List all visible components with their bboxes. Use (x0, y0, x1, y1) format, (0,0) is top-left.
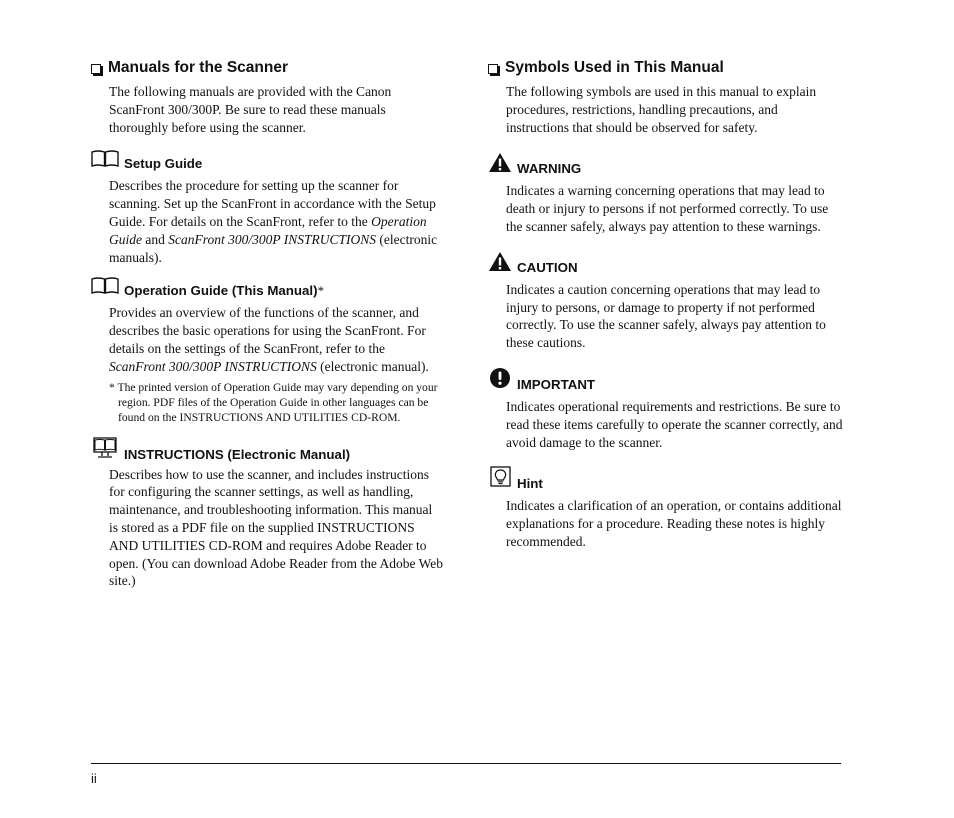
checkbox-bullet-icon (91, 64, 101, 74)
heading-instructions: INSTRUCTIONS (Electronic Manual) (91, 437, 443, 464)
warning-description: Indicates a warning concerning operations that may lead to death or injury to persons if not performed correctly. To use the scanner safely, always pay attention to these warnings. (506, 183, 829, 234)
caution-triangle-icon (488, 251, 512, 277)
caution-description: Indicates a caution concerning operations that may lead to injury to persons, or damage to property if not performed correctly. To use the scanner safely, always pay attention to these cautions. (506, 281, 826, 351)
section-title-manuals: Manuals for the Scanner (91, 58, 443, 78)
manuals-intro: The following manuals are provided with the Canon ScanFront 300/300P. Be sure to read these manuals thoroughly before using the scanner. (109, 84, 392, 135)
section-title-symbols: Symbols Used in This Manual (488, 58, 843, 78)
hint-description: Indicates a clarification of an operation, or contains additional explanations for a procedure. Reading these notes is highly recommended. (506, 498, 842, 549)
right-column (488, 58, 843, 551)
left-column (91, 58, 443, 590)
lightbulb-icon (488, 466, 512, 493)
instructions-description: Describes how to use the scanner, and includes instructions for configuring the scanner settings, as well as handling, maintenance, and troubleshooting information. This manual is stored as a PDF file on the supplied INSTRUCTIONS AND UTILITIES CD-ROM and requires Adobe Reader to open. (You can download Adobe Reader from the Adobe Web site.) (109, 466, 443, 589)
heading-important: IMPORTANT (488, 367, 843, 394)
book-icon (91, 277, 119, 300)
monitor-book-icon (91, 437, 119, 464)
heading-operation-guide: Operation Guide (This Manual) * (91, 277, 443, 300)
heading-caution: CAUTION (488, 251, 843, 277)
checkbox-bullet-icon (488, 64, 498, 74)
page-number: ii (91, 771, 97, 786)
setup-guide-description: Describes the procedure for setting up the scanner for scanning. Set up the ScanFront in accordance with the Setup Guide. For details on the ScanFront, refer to the Operation Guide and ScanFront 300/300P INSTRUCTIONS (electronic manuals). (109, 178, 438, 265)
heading-hint: Hint (488, 466, 843, 493)
heading-warning: WARNING (488, 152, 843, 178)
footer-divider (91, 763, 841, 764)
exclamation-circle-icon (488, 367, 512, 394)
operation-guide-footnote: * The printed version of Operation Guide may vary depending on your region. PDF files of the Operation Guide in other languages can be found on the INSTRUCTIONS AND UTILITIES CD-ROM. (109, 380, 438, 424)
symbols-intro: The following symbols are used in this manual to explain procedures, restrictions, handling precautions, and instructions that should be observed for safety. (506, 84, 817, 135)
book-icon (91, 150, 119, 173)
operation-guide-description: Provides an overview of the functions of the scanner, and describes the basic operations for using the ScanFront. For details on the settings of the ScanFront, refer to the ScanFront 300/300P INSTRUCTIONS (electronic manual). (109, 305, 429, 374)
warning-triangle-icon (488, 152, 512, 178)
heading-setup-guide: Setup Guide (91, 150, 443, 173)
important-description: Indicates operational requirements and restrictions. Be sure to read these items carefully to operate the scanner correctly, and avoid damage to the scanner. (506, 398, 843, 450)
